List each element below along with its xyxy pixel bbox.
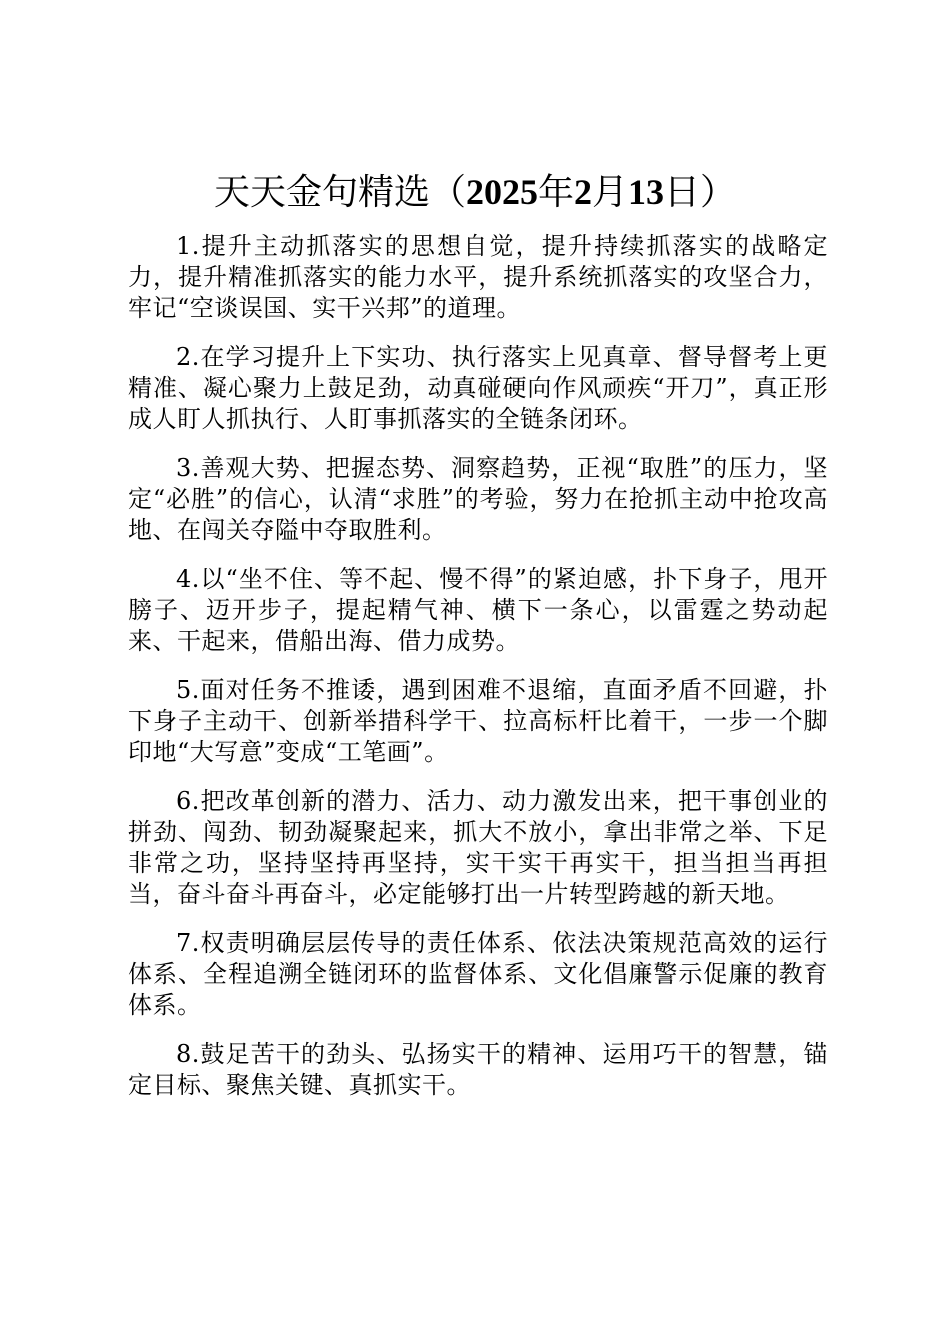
quote-item: 1.提升主动抓落实的思想自觉，提升持续抓落实的战略定力，提升精准抓落实的能力水平，提升系统抓落实的攻坚合力，牢记“空谈误国、实干兴邦”的道理。 [128, 232, 828, 322]
title-year: 2025 [465, 172, 538, 212]
title-suffix: 日） [664, 172, 737, 213]
quote-item: 5.面对任务不推诿，遇到困难不退缩，直面矛盾不回避，扑下身子主动干、创新举措科学干、拉高标杆比着干，一步一个脚印地“大写意”变成“工笔画”。 [128, 676, 828, 766]
quote-item: 7.权责明确层层传导的责任体系、依法决策规范高效的运行体系、全程追溯全链闭环的监督体系、文化倡廉警示促廉的教育体系。 [128, 929, 828, 1019]
quote-item: 2.在学习提升上下实功、执行落实上见真章、督导督考上更精准、凝心聚力上鼓足劲，动真碰硬向作风顽疾“开刀”，真正形成人盯人抓执行、人盯事抓落实的全链条闭环。 [128, 343, 828, 433]
title-year-char: 年 [537, 172, 574, 213]
title-day: 13 [628, 172, 665, 212]
title-prefix: 天天金句精选（ [213, 172, 466, 213]
quote-item: 4.以“坐不住、等不起、慢不得”的紧迫感，扑下身子，甩开膀子、迈开步子，提起精气神、横下一条心，以雷霆之势动起来、干起来，借船出海、借力成势。 [128, 565, 828, 655]
quote-list [128, 231, 828, 1119]
quote-item: 6.把改革创新的潜力、活力、动力激发出来，把干事创业的拼劲、闯劲、韧劲凝聚起来，抓大不放小，拿出非常之举、下足非常之功，坚持坚持再坚持，实干实干再实干，担当担当再担当，奋斗奋斗再奋斗，必定能够打出一片转型跨越的新天地。 [128, 787, 828, 908]
title-month: 2 [574, 172, 592, 212]
quote-item: 8.鼓足苦干的劲头、弘扬实干的精神、运用巧干的智慧，锚定目标、聚焦关键、真抓实干。 [128, 1040, 828, 1099]
page-title [0, 168, 950, 217]
title-month-char: 月 [592, 172, 629, 213]
quote-item: 3.善观大势、把握态势、洞察趋势，正视“取胜”的压力，坚定“必胜”的信心，认清“求胜”的考验，努力在抢抓主动中抢攻高地、在闯关夺隘中夺取胜利。 [128, 454, 828, 544]
